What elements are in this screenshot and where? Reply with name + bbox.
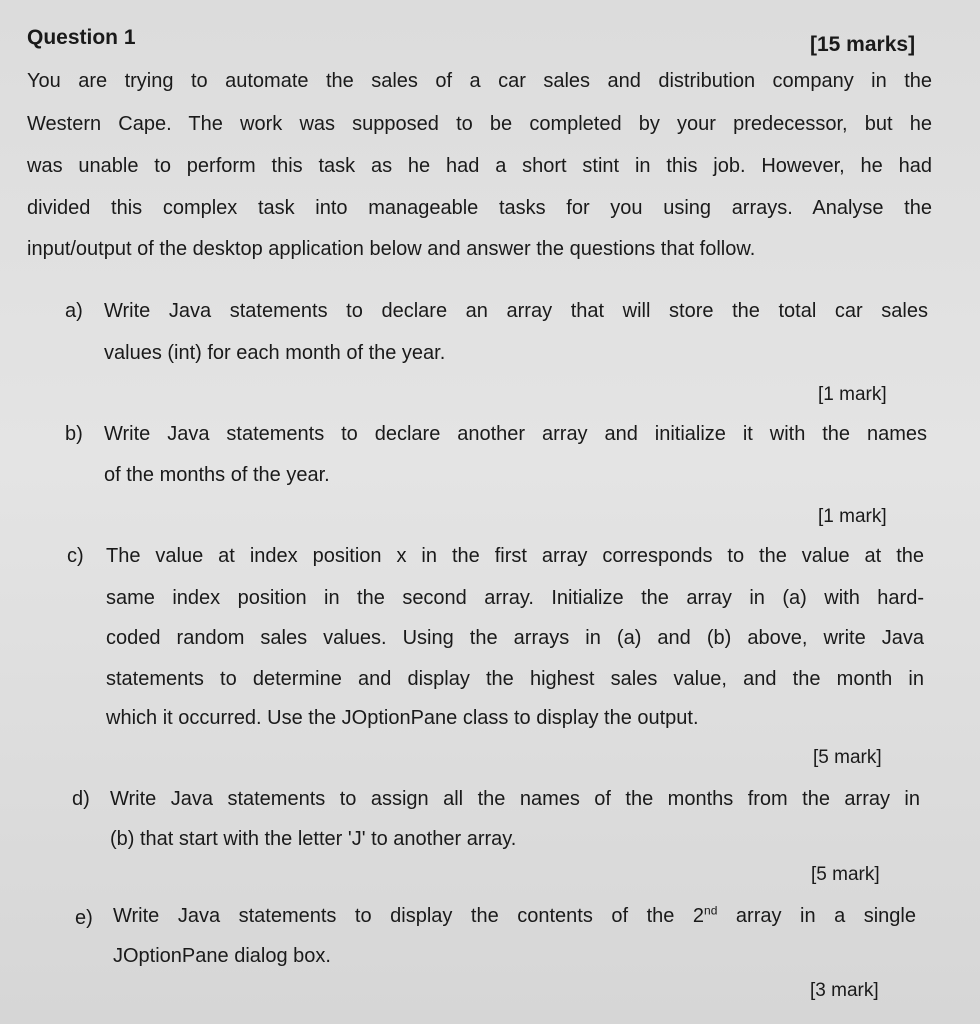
part-a-line: Write Java statements to declare an array that will store the total car sales <box>104 300 928 322</box>
part-d-line: Write Java statements to assign all the names of the months from the array in <box>110 788 920 810</box>
part-e-line: JOptionPane dialog box. <box>113 945 331 967</box>
part-e-marks: [3 mark] <box>810 980 879 1001</box>
intro-line: input/output of the desktop application below and answer the questions that follow. <box>27 238 756 260</box>
part-e-line <box>113 905 916 928</box>
part-e-label: e) <box>75 907 93 929</box>
part-c-label: c) <box>67 545 84 567</box>
part-a-label: a) <box>65 300 83 322</box>
part-d-line: (b) that start with the letter 'J' to another array. <box>110 828 517 850</box>
part-c-line: which it occurred. Use the JOptionPane class to display the output. <box>106 707 699 729</box>
intro-line: You are trying to automate the sales of a car sales and distribution company in the <box>27 70 932 92</box>
part-c-line: coded random sales values. Using the arrays in (a) and (b) above, write Java <box>106 627 924 649</box>
part-b-marks: [1 mark] <box>818 506 887 527</box>
part-c-line: The value at index position x in the first array corresponds to the value at the <box>106 545 924 567</box>
total-marks: [15 marks] <box>810 33 916 56</box>
part-e-line-text: Write Java statements to display the contents of the 2 <box>113 905 705 927</box>
part-a-marks: [1 mark] <box>818 384 887 405</box>
part-a-line: values (int) for each month of the year. <box>104 342 446 364</box>
ordinal-suffix: nd <box>704 903 718 918</box>
part-b-line: Write Java statements to declare another array and initialize it with the names <box>104 423 927 445</box>
part-d-label: d) <box>72 788 90 810</box>
part-b-label: b) <box>65 423 83 445</box>
intro-line: was unable to perform this task as he had a short stint in this job. However, he had <box>27 155 932 177</box>
part-b-line: of the months of the year. <box>104 464 330 486</box>
intro-line: divided this complex task into manageable tasks for you using arrays. Analyse the <box>27 197 932 219</box>
part-c-line: statements to determine and display the highest sales value, and the month in <box>106 668 924 690</box>
part-c-line: same index position in the second array. Initialize the array in (a) with hard- <box>106 587 924 609</box>
intro-line: Western Cape. The work was supposed to be completed by your predecessor, but he <box>27 113 932 135</box>
part-c-marks: [5 mark] <box>813 747 882 768</box>
question-title: Question 1 <box>27 26 136 49</box>
part-d-marks: [5 mark] <box>811 864 880 885</box>
part-e-line-text: array in a single <box>717 905 916 927</box>
